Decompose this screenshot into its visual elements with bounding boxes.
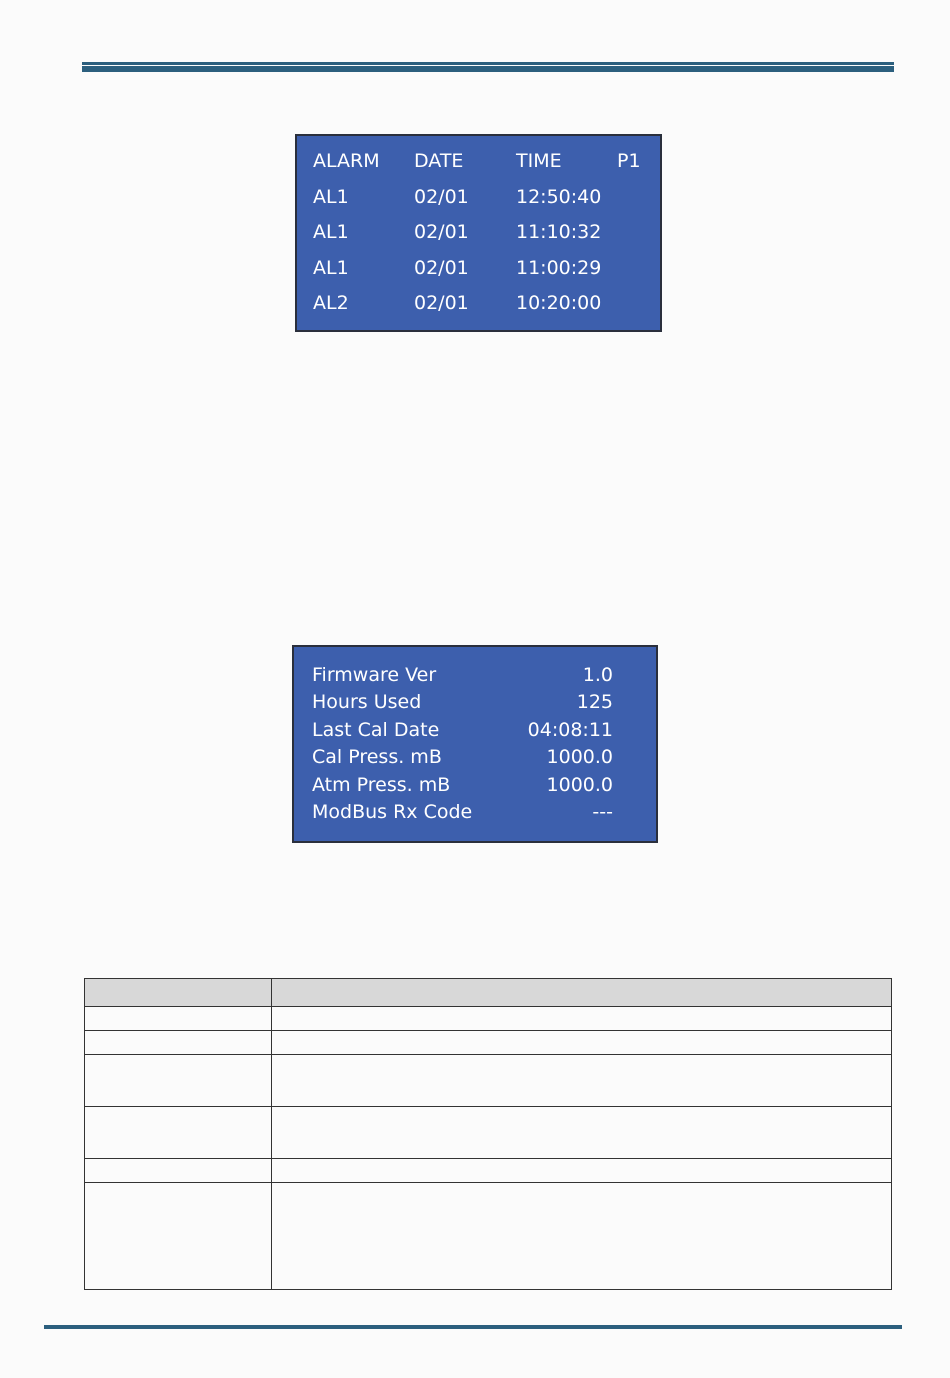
- table-cell: [85, 1031, 272, 1055]
- info-label: Atm Press. mB: [312, 774, 451, 796]
- alarm-header-time: TIME: [516, 150, 562, 172]
- table-row: [85, 1159, 892, 1183]
- info-label: Cal Press. mB: [312, 746, 442, 768]
- table-row: [85, 1055, 892, 1107]
- table-row: [85, 1107, 892, 1159]
- info-row-cal-pressure: [312, 744, 613, 770]
- alarm-row-1-alarm: AL1: [313, 186, 349, 208]
- table-row: [85, 1007, 892, 1031]
- header-rule-thick: [82, 66, 894, 72]
- info-value: 1000.0: [546, 746, 613, 768]
- table-cell: [272, 1007, 892, 1031]
- info-row-last-cal-date: [312, 717, 613, 743]
- info-label: Firmware Ver: [312, 664, 437, 686]
- table-header-cell: [272, 979, 892, 1007]
- alarm-header-date: DATE: [414, 150, 464, 172]
- alarm-row-1-date: 02/01: [414, 186, 469, 208]
- table-header-cell: [85, 979, 272, 1007]
- table-header-row: [85, 979, 892, 1007]
- alarm-row-4-time: 10:20:00: [516, 292, 602, 314]
- info-label: Last Cal Date: [312, 719, 440, 741]
- info-label: ModBus Rx Code: [312, 801, 473, 823]
- table-cell: [85, 1159, 272, 1183]
- alarm-row-2-time: 11:10:32: [516, 221, 602, 243]
- alarm-log-screen: [295, 134, 662, 332]
- table-cell: [272, 1031, 892, 1055]
- info-label: Hours Used: [312, 691, 422, 713]
- table-row: [85, 1031, 892, 1055]
- parameter-table: [84, 978, 892, 1290]
- alarm-row-2-alarm: AL1: [313, 221, 349, 243]
- alarm-row-3-alarm: AL1: [313, 257, 349, 279]
- footer-rule: [44, 1325, 902, 1329]
- info-value: ---: [592, 801, 613, 823]
- info-value: 1000.0: [546, 774, 613, 796]
- alarm-row-3-time: 11:00:29: [516, 257, 602, 279]
- table-cell: [272, 1183, 892, 1290]
- table-cell: [272, 1055, 892, 1107]
- info-row-modbus-code: [312, 799, 613, 825]
- info-value: 1.0: [582, 664, 613, 686]
- alarm-row-4-alarm: AL2: [313, 292, 349, 314]
- table-cell: [272, 1159, 892, 1183]
- info-row-hours-used: [312, 689, 613, 715]
- info-value: 125: [576, 691, 613, 713]
- alarm-row-2-date: 02/01: [414, 221, 469, 243]
- info-row-atm-pressure: [312, 772, 613, 798]
- instrument-info-screen: [292, 645, 658, 843]
- alarm-row-3-date: 02/01: [414, 257, 469, 279]
- info-row-firmware: [312, 662, 613, 688]
- table-cell: [85, 1107, 272, 1159]
- alarm-header-alarm: ALARM: [313, 150, 380, 172]
- table-cell: [85, 1055, 272, 1107]
- header-rule-thin: [82, 62, 894, 65]
- alarm-row-4-date: 02/01: [414, 292, 469, 314]
- alarm-row-1-time: 12:50:40: [516, 186, 602, 208]
- table-cell: [85, 1183, 272, 1290]
- alarm-header-page: P1: [617, 150, 641, 172]
- table-cell: [85, 1007, 272, 1031]
- info-value: 04:08:11: [527, 719, 613, 741]
- table-row: [85, 1183, 892, 1290]
- table-cell: [272, 1107, 892, 1159]
